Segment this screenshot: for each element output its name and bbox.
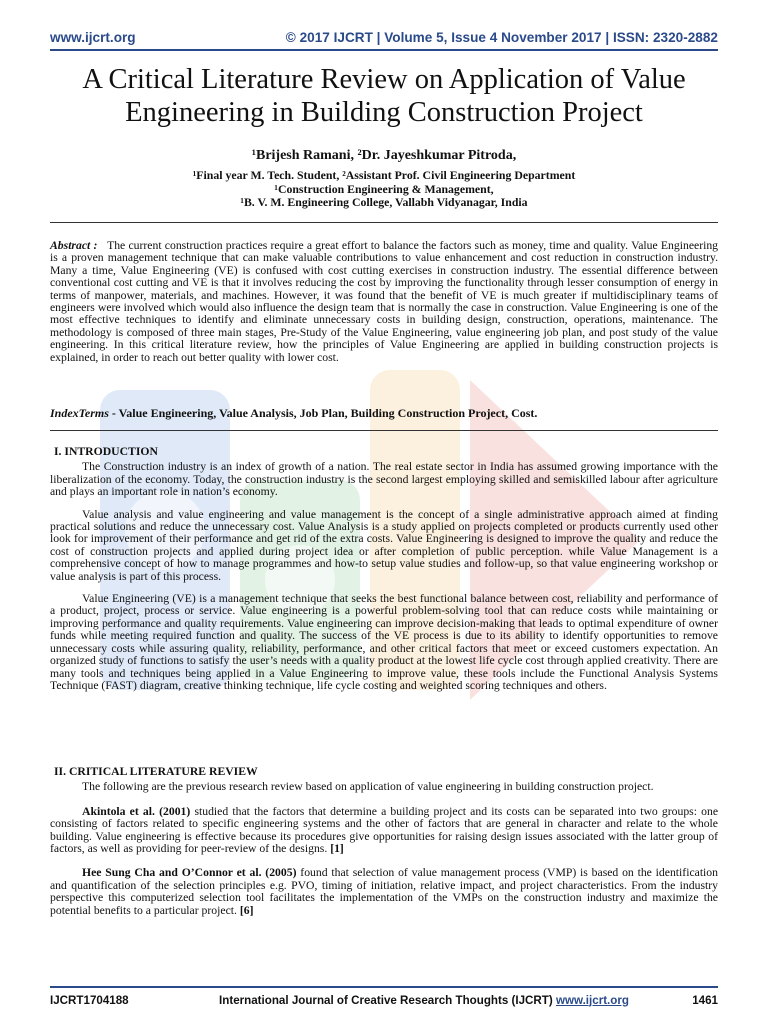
reference-paragraph [50, 806, 718, 856]
reference-text: studied that the factors that determine a building project and its costs can be separated into two groups: one consisting of factors related to specific engineering systems and the other of factors that are general in character and relate to the whole building. Value engineering is effective because its procedures give opportunities for raising design issues associated with the latter group of factors, as well as providing for peer-review of the designs. [50, 804, 719, 856]
section-heading: I. INTRODUCTION [54, 445, 158, 458]
section-heading: II. CRITICAL LITERATURE REVIEW [54, 765, 258, 778]
affiliation-line: ¹Final year M. Tech. Student, ²Assistant Prof. Civil Engineering Department [192, 168, 576, 182]
reference-text: found that selection of value management process (VMP) is based on the identification and quantification of the selection principles e.g. PVO, timing of initiation, relative impact, and project characteristics. From the industry perspective this computerized selection tool facilitates the implementation of the VMPs on the construction industry and maximize the potential benefits to a particular project. [50, 866, 718, 917]
index-terms-label: IndexTerms [50, 406, 109, 420]
reference-paragraph [50, 867, 718, 917]
abstract-text: The current construction practices require a great effort to balance the factors such as money, time and quality. Value Engineering is a proven management technique that can make valuable contributions to value enhancement and cost reduction in construction industry. Many a time, Value Engineering (VE) is confused with cost cutting exercises in construction industry. The essential difference between conventional cost cutting and VE is that it involves reducing the cost by improving the functionality through lesser consumption of energy in terms of manpower, materials, and machines. However, it was found that the benefit of VE is much greater if multidisciplinary teams of engineers were involved which would also influence the design team that is normally the case in construction. Value Engineering is one of the most effective techniques to identify and eliminate unnecessary costs in building design, construction, operations, maintenance. The methodology is composed of three main stages, Pre-Study of the Value Engineering, value engineering job plan, and post study of the value engineering. In this critical literature review, how the principles of Value Engineering are applied in building construction projects is explained, in order to reach out better quality with lower cost. [50, 239, 719, 364]
author-affiliations [40, 169, 728, 210]
abstract [50, 240, 718, 364]
reference-author: Akintola et al. (2001) [82, 804, 191, 818]
page-number: 1461 [692, 993, 718, 1007]
paragraph: The following are the previous research review based on application of value engineering in building construction project. [82, 780, 654, 794]
paper-title [40, 63, 728, 129]
footer-journal [190, 994, 658, 1007]
abstract-label: Abstract : [50, 239, 98, 252]
index-terms-text: - Value Engineering, Value Analysis, Job Plan, Building Construction Project, Cost. [108, 406, 538, 420]
affiliation-line: ¹Construction Engineering & Management, [274, 181, 494, 196]
page-footer [50, 990, 718, 1010]
citation-number: [1] [330, 842, 344, 856]
header-rule [50, 49, 718, 51]
paragraph: Value Engineering (VE) is a management technique that seeks the best functional balance between cost, reliability and performance of a product, project, process or service. Value engineering is a powerful problem-solving tool that can reduce costs while maintaining or improving performance and quality requirements. Value engineering can improve decision-making that leads to optimal expenditure of owner funds while meeting required function and quality. The success of the VE process is due to its ability to identify opportunities to remove unnecessary costs while assuring quality, reliability, performance, and other critical factors that meet or exceed customers expectation. An organized study of functions to satisfy the user’s needs with a quality product at the lowest life cycle cost through applied creativity. There are many tools and techniques being applied in a Value Engineering to improve value, these tools include the Functional Analysis Systems Technique (FAST) diagram, creative thinking technique, life cycle costing and weighted scoring techniques and others. [50, 592, 718, 692]
paper-title-line-1: A Critical Literature Review on Application of Value [82, 64, 686, 95]
author-names: ¹Brijesh Ramani, ²Dr. Jayeshkumar Pitroda, [251, 148, 517, 163]
divider [50, 430, 718, 431]
article-id: IJCRT1704188 [50, 993, 129, 1007]
paragraph: The Construction industry is an index of growth of a nation. The real estate sector in India has assumed growing importance with the liberalization of the economy. Today, the construction industry is the second largest employing skilled and semiskilled labour after agriculture and plays an important role in nation’s economy. [50, 460, 718, 499]
reference-author: Hee Sung Cha and O’Connor et al. (2005) [82, 866, 297, 880]
citation-number: [6] [239, 903, 254, 917]
footer-journal-name: International Journal of Creative Research Thoughts (IJCRT) [219, 993, 556, 1007]
paper-title-line-2: Engineering in Building Construction Project [125, 97, 643, 128]
affiliation-line: ¹B. V. M. Engineering College, Vallabh Vidyanagar, India [240, 195, 528, 209]
footer-rule [50, 986, 718, 988]
section-literature-review [50, 766, 718, 927]
divider [50, 222, 718, 223]
page-header [50, 25, 718, 49]
paragraph: Value analysis and value engineering and value management is the concept of a single administrative approach aimed at finding practical solutions and reduce the unnecessary cost. Value Analysis is a study applied on projects completed or products currently used other look for improvement of their performance and get rid of the extra costs. Value Engineering is designed to improve the quality and reduce the cost of construction projects and applied during project idea or after completion of public perception. while Value Management is a comprehensive concept of how to manage programmes and how-to setup value studies and follow-up, so that value engineering workshop or value analysis is part of this process. [50, 507, 718, 583]
header-journal-info: © 2017 IJCRT | Volume 5, Issue 4 November 2017 | ISSN: 2320-2882 [285, 29, 718, 45]
header-site-link[interactable]: www.ijcrt.org [50, 29, 136, 45]
index-terms [50, 407, 718, 419]
section-introduction [50, 446, 718, 702]
footer-site-link[interactable]: www.ijcrt.org [555, 993, 629, 1007]
